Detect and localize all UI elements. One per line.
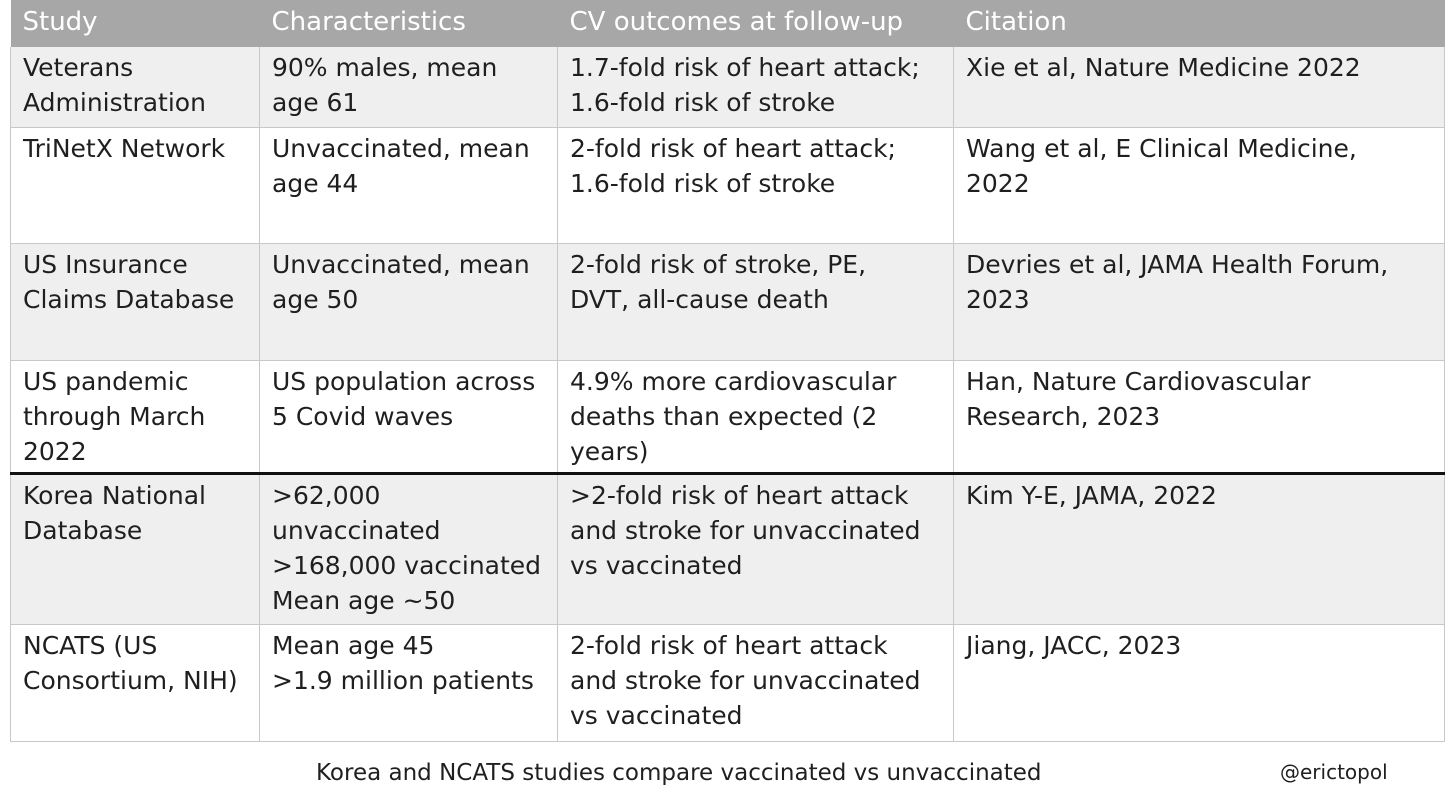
citation-cell: Devries et al, JAMA Health Forum, 2023 [954, 243, 1445, 360]
table-row [11, 473, 1445, 624]
citation-cell: Kim Y-E, JAMA, 2022 [954, 473, 1445, 624]
characteristics-cell: Mean age 45 >1.9 million patients [260, 624, 558, 741]
outcomes-cell: 2-fold risk of heart attack and stroke for unvaccinated vs vaccinated [558, 624, 954, 741]
outcomes-cell: 1.7-fold risk of heart attack; 1.6-fold risk of stroke [558, 47, 954, 127]
citation-cell: Xie et al, Nature Medicine 2022 [954, 47, 1445, 127]
table-row [11, 360, 1445, 473]
characteristics-cell: US population across 5 Covid waves [260, 360, 558, 473]
characteristics-cell: >62,000 unvaccinated >168,000 vaccinated Mean age ~50 [260, 473, 558, 624]
outcomes-cell: 2-fold risk of stroke, PE, DVT, all-cause death [558, 243, 954, 360]
table-row [11, 624, 1445, 741]
header-cv-outcomes: CV outcomes at follow-up [569, 6, 904, 37]
study-cell: Veterans Administration [11, 47, 260, 127]
studies-table [10, 0, 1445, 742]
footnote: Korea and NCATS studies compare vaccinated vs unvaccinated [316, 760, 1042, 786]
header-study: Study [22, 6, 98, 37]
outcomes-cell: 4.9% more cardiovascular deaths than expected (2 years) [558, 360, 954, 473]
study-cell: US pandemic through March 2022 [11, 360, 260, 473]
characteristics-cell: Unvaccinated, mean age 44 [260, 127, 558, 243]
characteristics-cell: Unvaccinated, mean age 50 [260, 243, 558, 360]
study-cell: NCATS (US Consortium, NIH) [11, 624, 260, 741]
study-cell: US Insurance Claims Database [11, 243, 260, 360]
table-row [11, 47, 1445, 127]
study-cell: TriNetX Network [11, 127, 260, 243]
table-header [11, 0, 1445, 47]
table-body [11, 47, 1445, 741]
characteristics-cell: 90% males, mean age 61 [260, 47, 558, 127]
outcomes-cell: 2-fold risk of heart attack; 1.6-fold risk of stroke [558, 127, 954, 243]
citation-cell: Wang et al, E Clinical Medicine, 2022 [954, 127, 1445, 243]
header-row [11, 0, 1445, 47]
citation-cell: Jiang, JACC, 2023 [954, 624, 1445, 741]
author-handle: @erictopol [1280, 760, 1388, 784]
outcomes-cell: >2-fold risk of heart attack and stroke for unvaccinated vs vaccinated [558, 473, 954, 624]
header-citation: Citation [965, 6, 1067, 37]
table-row [11, 243, 1445, 360]
citation-cell: Han, Nature Cardiovascular Research, 2023 [954, 360, 1445, 473]
header-characteristics: Characteristics [271, 6, 466, 37]
study-cell: Korea National Database [11, 473, 260, 624]
table-row [11, 127, 1445, 243]
